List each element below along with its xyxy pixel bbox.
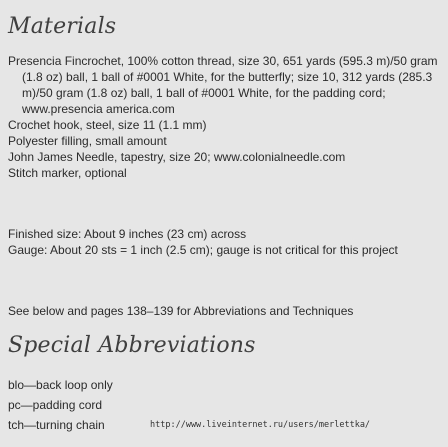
materials-list [8,53,440,181]
finished-size: Finished size: About 9 inches (23 cm) across [8,227,247,241]
abbreviations-list [8,375,113,435]
abbreviation-pc: pc—padding cord [8,398,103,412]
materials-item-needle: John James Needle, tapestry, size 20; www.colonialneedle.com [8,150,346,164]
abbreviation-tch: tch—turning chain [8,418,105,432]
materials-item-thread: Presencia Fincrochet, 100% cotton thread, size 30, 651 yards (595.3 m)/50 gram (1.8 oz) ball, 1 ball of #0001 White, for the butterfly; size 10, 312 yards (285.3 m)/50 gram (1.8 oz) ball, 1 ball of #0001 White, for the padding cord; www.presencia america.com [8,54,438,116]
materials-item-filling: Polyester filling, small amount [8,134,167,148]
watermark-url: http://www.liveinternet.ru/users/merlettka/ [150,420,371,430]
specs-list [8,226,440,258]
materials-item-hook: Crochet hook, steel, size 11 (1.1 mm) [8,118,207,132]
materials-item-marker: Stitch marker, optional [8,166,127,180]
materials-heading: Materials [8,14,117,39]
see-below-note: See below and pages 138–139 for Abbreviations and Techniques [8,304,354,318]
abbreviation-blo: blo—back loop only [8,378,113,392]
gauge: Gauge: About 20 sts = 1 inch (2.5 cm); gauge is not critical for this project [8,243,398,257]
abbreviations-heading: Special Abbreviations [8,333,256,358]
